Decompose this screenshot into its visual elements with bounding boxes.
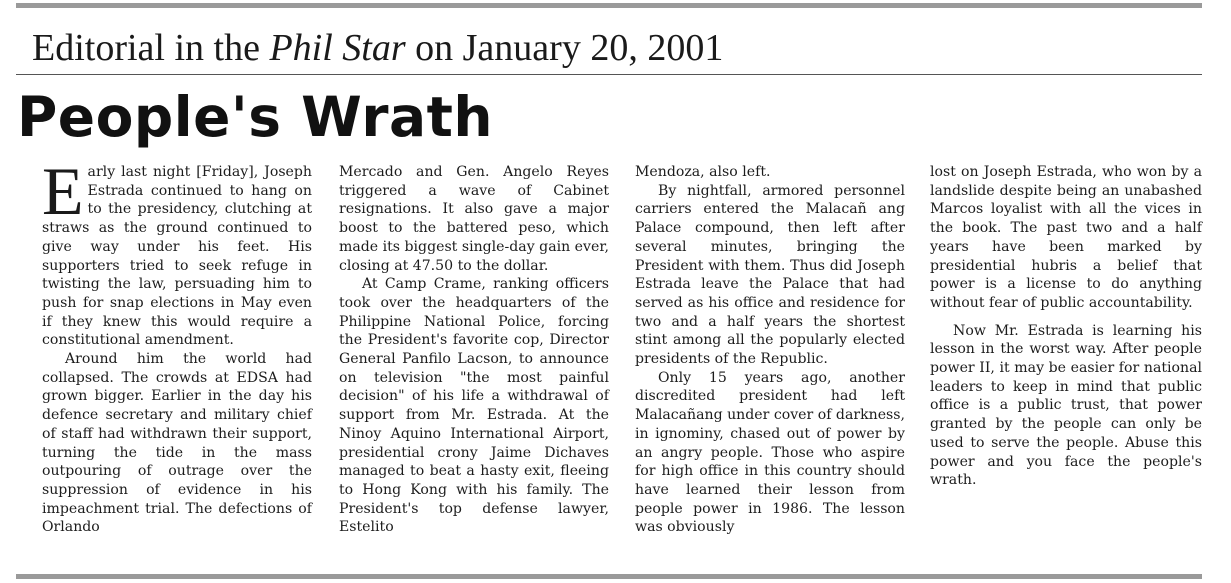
headline: People's Wrath	[17, 85, 494, 149]
kicker-date: on January 20, 2001	[405, 27, 724, 69]
article-column-2	[339, 163, 609, 537]
column-1-paragraph-1	[42, 153, 312, 350]
article-column-4	[930, 163, 1202, 490]
column-3-paragraph-3: Only 15 years ago, another discredited president had left Malacañang under cover of darkness, in ignominy, chased out of power by an angry people. Those who aspire for high office in this country should have learned their lesson from people power in 1986. The lesson was obviously	[635, 369, 905, 536]
column-2-paragraph-2: At Camp Crame, ranking officers took over the headquarters of the Philippine National Police, forcing the President's favorite cop, Director General Panfilo Lacson, to announce on television "the most painful decision" of his life a withdrawal of support from Mr. Estrada. At the Ninoy Aquino International Airport, presidential crony Jaime Dichaves managed to beat a hasty exit, fleeing to Hong Kong with his family. The President's top defense lawyer, Estelito	[339, 276, 609, 536]
column-3-paragraph-2: By nightfall, armored personnel carriers entered the Malacañ ang Palace compound, then left after several minutes, bringing the President with them. Thus did Joseph Estrada leave the Palace that had served as his office and residence for two and a half years the shortest stint among all the popularly elected presidents of the Republic.	[635, 182, 905, 368]
column-2-paragraph-1: Mercado and Gen. Angelo Reyes triggered a wave of Cabinet resignations. It also gave a major boost to the battered peso, which made its biggest single-day gain ever, closing at 47.50 to the dollar.	[339, 164, 609, 274]
drop-cap: E	[42, 153, 84, 229]
kicker-rule	[16, 74, 1202, 75]
column-3-paragraph-1: Mendoza, also left.	[635, 164, 771, 180]
bottom-rule	[16, 574, 1202, 579]
kicker-prefix: Editorial in the	[32, 27, 270, 69]
column-1-paragraph-2: Around him the world had collapsed. The crowds at EDSA had grown bigger. Earlier in the day his defence secretary and military chief of staff had withdrawn their support, turning the tide in the mass outpouring of outrage over the suppression of evidence in his impeachment trial. The defections of Orlando	[42, 351, 312, 536]
article-column-3	[635, 163, 905, 537]
column-4-paragraph-1: lost on Joseph Estrada, who won by a landslide despite being an unabashed Marcos loyalist with all the vices in the book. The past two and a half years have been marked by presidential hubris a belief that power is a license to do anything without fear of public accountability.	[930, 164, 1202, 311]
editorial-kicker	[32, 28, 1202, 68]
article-column-1	[42, 153, 312, 537]
column-4-paragraph-2: Now Mr. Estrada is learning his lesson in the worst way. After people power II, it may be easier for national leaders to keep in mind that public office is a public trust, that power granted by the people can only be used to serve the people. Abuse this power and you face the people's wrath.	[930, 322, 1202, 489]
column-1-paragraph-1-text: arly last night [Friday], Joseph Estrada continued to hang on to the presidency, clutching at straws as the ground continued to give way under his feet. His supporters tried to seek refuge in twisting the law, persuading him to push for snap elections in May even if they knew this would require a constitutional amendment.	[42, 164, 312, 349]
kicker-paper-name: Phil Star	[269, 27, 406, 69]
top-rule	[16, 3, 1202, 8]
